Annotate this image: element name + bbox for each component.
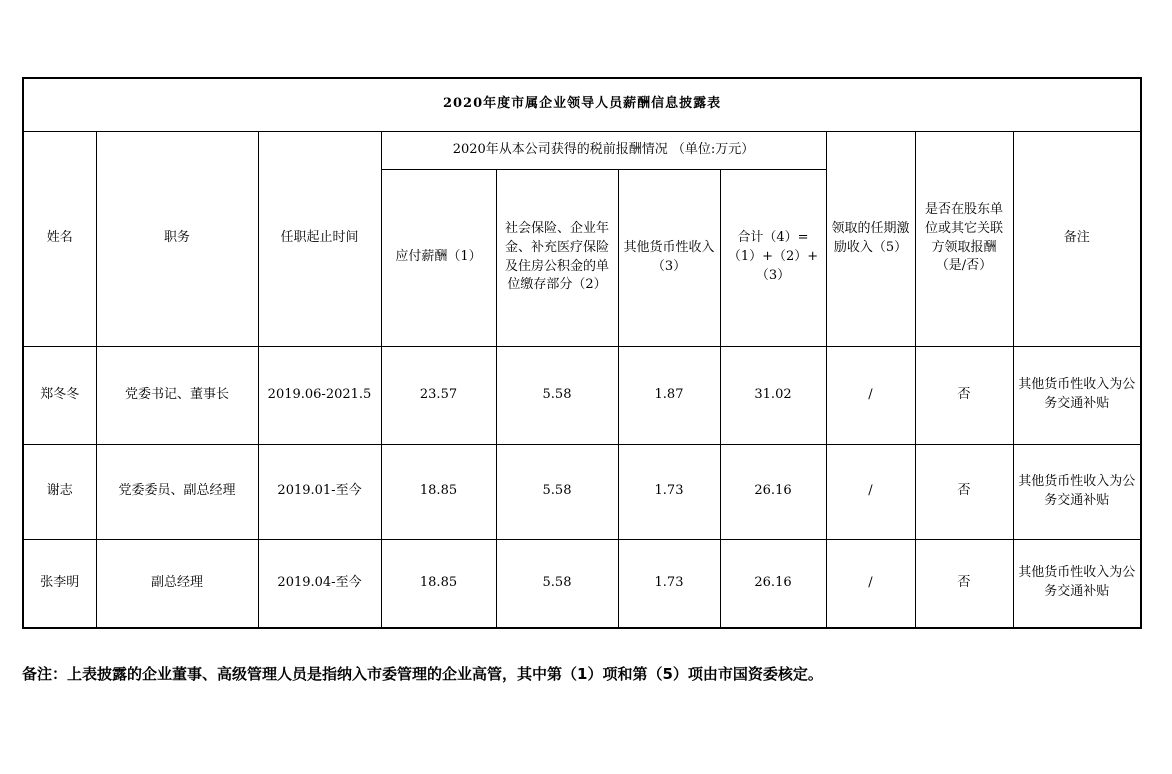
table-row (23, 539, 1141, 628)
salary-disclosure-table (22, 77, 1142, 629)
cell-shareholder: 否 (915, 444, 1013, 539)
cell-position: 党委委员、副总经理 (96, 444, 258, 539)
cell-total: 26.16 (720, 539, 826, 628)
column-header-total: 合计（4）=（1）+（2）+（3） (720, 169, 826, 346)
cell-insurance: 5.58 (496, 346, 618, 444)
column-header-insurance: 社会保险、企业年金、补充医疗保险及住房公积金的单位缴存部分（2） (496, 169, 618, 346)
cell-term: 2019.01-至今 (258, 444, 381, 539)
cell-position: 副总经理 (96, 539, 258, 628)
cell-name: 郑冬冬 (23, 346, 96, 444)
cell-insurance: 5.58 (496, 539, 618, 628)
column-header-remarks: 备注 (1013, 131, 1141, 346)
column-header-shareholder: 是否在股东单位或其它关联方领取报酬（是/否） (915, 131, 1013, 346)
cell-incentive: / (826, 346, 915, 444)
cell-term: 2019.04-至今 (258, 539, 381, 628)
cell-total: 31.02 (720, 346, 826, 444)
column-group-header-pretax-compensation: 2020年从本公司获得的税前报酬情况 （单位:万元） (381, 131, 826, 169)
column-header-position: 职务 (96, 131, 258, 346)
column-header-other-income: 其他货币性收入（3） (618, 169, 720, 346)
cell-shareholder: 否 (915, 346, 1013, 444)
cell-incentive: / (826, 539, 915, 628)
cell-total: 26.16 (720, 444, 826, 539)
cell-name: 谢志 (23, 444, 96, 539)
cell-remarks: 其他货币性收入为公务交通补贴 (1013, 346, 1141, 444)
cell-term: 2019.06-2021.5 (258, 346, 381, 444)
cell-salary: 18.85 (381, 444, 496, 539)
table-row (23, 444, 1141, 539)
column-header-incentive: 领取的任期激励收入（5） (826, 131, 915, 346)
cell-incentive: / (826, 444, 915, 539)
cell-name: 张李明 (23, 539, 96, 628)
cell-salary: 18.85 (381, 539, 496, 628)
table-footnote: 备注：上表披露的企业董事、高级管理人员是指纳入市委管理的企业高管，其中第（1）项和第（5）项由市国资委核定。 (22, 665, 823, 683)
column-header-term: 任职起止时间 (258, 131, 381, 346)
cell-shareholder: 否 (915, 539, 1013, 628)
cell-insurance: 5.58 (496, 444, 618, 539)
cell-salary: 23.57 (381, 346, 496, 444)
table-row (23, 346, 1141, 444)
cell-other-income: 1.73 (618, 539, 720, 628)
cell-other-income: 1.87 (618, 346, 720, 444)
column-header-salary: 应付薪酬（1） (381, 169, 496, 346)
column-header-name: 姓名 (23, 131, 96, 346)
cell-remarks: 其他货币性收入为公务交通补贴 (1013, 444, 1141, 539)
cell-other-income: 1.73 (618, 444, 720, 539)
table-title: 2020年度市属企业领导人员薪酬信息披露表 (23, 78, 1141, 131)
cell-remarks: 其他货币性收入为公务交通补贴 (1013, 539, 1141, 628)
cell-position: 党委书记、董事长 (96, 346, 258, 444)
